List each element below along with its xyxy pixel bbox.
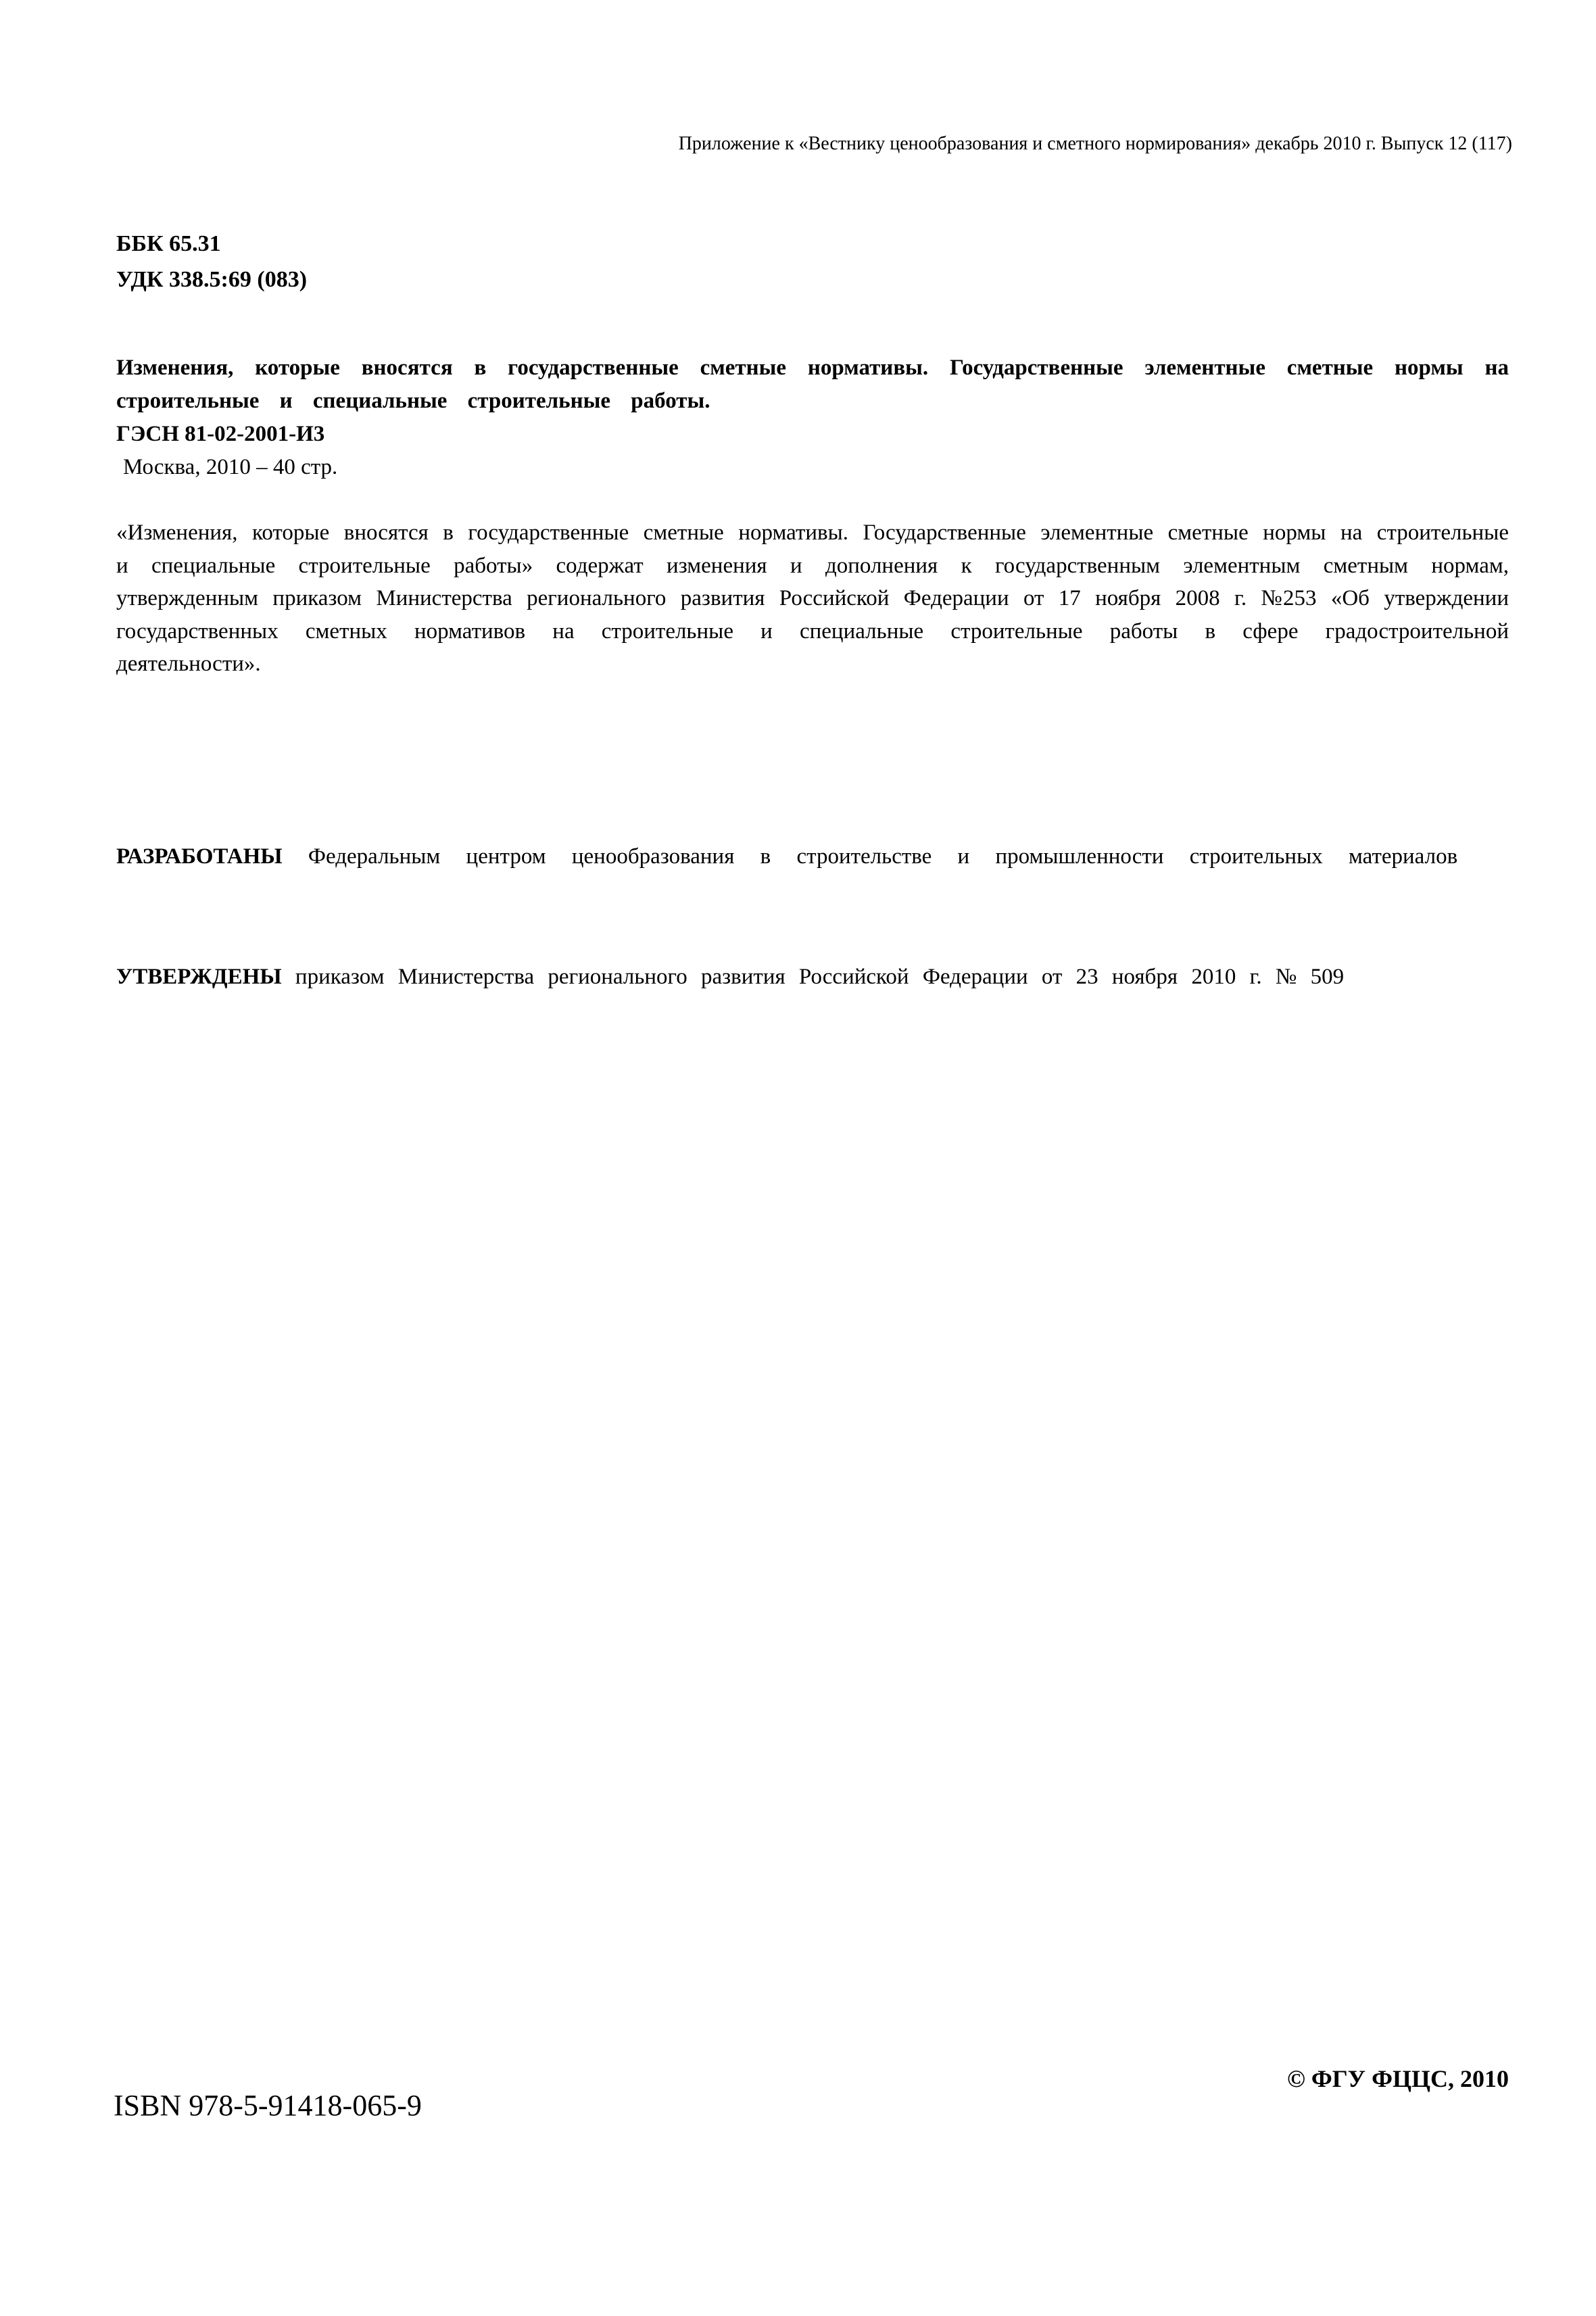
developed-by-lead: РАЗРАБОТАНЫ: [116, 844, 283, 869]
approved-by-text: приказом Министерства регионального развития Российской Федерации от 23 ноября 2010 г. № 509: [295, 965, 1345, 989]
udk-code: УДК 338.5:69 (083): [116, 267, 308, 292]
document-code: ГЭСН 81-02-2001-И3: [116, 422, 325, 446]
developed-by-paragraph: [116, 839, 1509, 874]
document-title: Изменения, которые вносятся в государственные сметные нормативы. Государственные элементные сметные нормы на строительные и специальные строительные работы.: [116, 356, 1509, 413]
copyright-notice: © ФГУ ФЦЦС, 2010: [1286, 2065, 1509, 2092]
title-block: [116, 352, 1509, 484]
approved-by-lead: УТВЕРЖДЕНЫ: [116, 965, 282, 989]
classification-block: [116, 226, 307, 297]
isbn-number: ISBN 978-5-91418-065-9: [114, 2089, 422, 2122]
developed-by-text: Федеральным центром ценообразования в строительстве и промышленности строительных материалов: [308, 844, 1458, 869]
document-imprint: Москва, 2010 – 40 стр.: [123, 455, 338, 479]
journal-appendix-header: Приложение к «Вестнику ценообразования и сметного нормирования» декабрь 2010 г. Выпуск 12 (117): [678, 133, 1512, 154]
bbk-code: ББК 65.31: [116, 231, 221, 256]
approved-by-paragraph: [116, 961, 1509, 994]
document-abstract: «Изменения, которые вносятся в государственные сметные нормативы. Государственные элементные сметные нормы на строительные и специальные строительные работы» содержат изменения и дополнения к государственным элементным сметным нормам, утвержденным приказом Министерства регионального развития Российской Федерации от 17 ноября 2008 г. №253 «Об утверждении государственных сметных нормативов на строительные и специальные строительные работы в сфере градостроительной деятельности».: [116, 521, 1509, 676]
